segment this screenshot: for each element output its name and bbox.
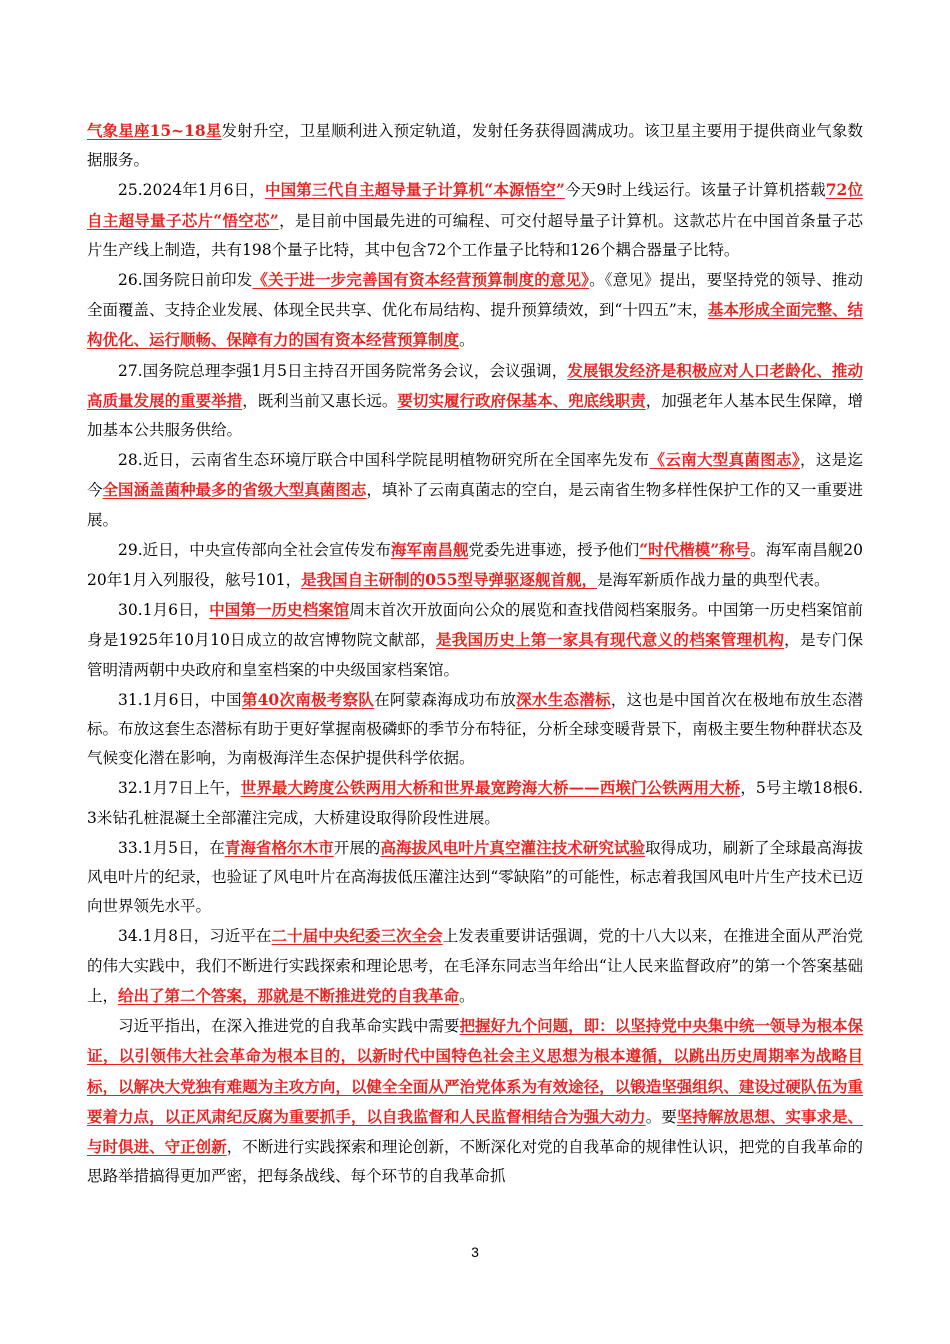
highlighted-keyphrase: 要切实履行政府保基本、兜底线职责 bbox=[397, 390, 646, 410]
body-text: 习近平指出，在深入推进党的自我革命实践中需要 bbox=[118, 1017, 460, 1036]
news-item-paragraph bbox=[87, 445, 863, 535]
body-text: 。要 bbox=[645, 1107, 677, 1126]
highlighted-keyphrase: 坚持解放思想、实事求是、与时俱进、守正创新 bbox=[87, 1106, 863, 1156]
body-text: 28.近日，云南省生态环境厅联合中国科学院昆明植物研究所在全国率先发布 bbox=[118, 451, 650, 470]
body-text: 发射升空，卫星顺利进入预定轨道，发射任务获得圆满成功。该卫星主要用于提供商业气象数据服务。 bbox=[87, 122, 863, 170]
news-item-paragraph bbox=[87, 921, 863, 1011]
body-text: ，填补了云南真菌志的空白，是云南省生物多样性保护工作的又一重要进展。 bbox=[87, 481, 863, 529]
body-text: 。海军南昌舰2020年1月入列服役，舷号101， bbox=[87, 540, 863, 590]
highlighted-keyphrase: 青海省格尔木市 bbox=[224, 837, 334, 857]
body-text: 。《意见》提出，要坚持党的领导、推动全面覆盖、支持企业发展、体现全民共享、优化布局结构、提升预算绩效，到“十四五”末， bbox=[87, 271, 863, 320]
highlighted-keyphrase: 海军南昌舰 bbox=[390, 539, 469, 559]
body-text: ，既利当前又惠长远。 bbox=[242, 391, 398, 410]
highlighted-keyphrase: 《关于进一步完善国有资本经营预算制度的意见》 bbox=[252, 270, 590, 290]
highlighted-keyphrase: 是我国历史上第一家具有现代意义的档案管理机构 bbox=[435, 630, 785, 650]
body-text: 是海军新质作战力量的典型代表。 bbox=[597, 571, 830, 590]
news-item-paragraph bbox=[87, 116, 863, 175]
highlighted-keyphrase: 是我国自主研制的055型导弹驱逐舰首舰， bbox=[301, 570, 598, 590]
news-item-paragraph bbox=[87, 833, 863, 922]
highlighted-keyphrase: 72位自主超导量子芯片“悟空芯” bbox=[87, 180, 863, 230]
body-text: 31.1月6日，中国 bbox=[118, 690, 242, 709]
news-item-paragraph bbox=[87, 535, 863, 595]
highlighted-keyphrase: 给出了第二个答案，那就是不断推进党的自我革命 bbox=[118, 985, 460, 1005]
highlighted-keyphrase: 气象星座15~18星 bbox=[87, 121, 222, 140]
body-text: 32.1月7日上午， bbox=[118, 779, 241, 798]
body-text: ，加强老年人基本民生保障，增加基本公共服务供给。 bbox=[87, 391, 863, 440]
body-text: 。 bbox=[459, 331, 475, 350]
body-text: 25.2024年1月6日， bbox=[118, 181, 265, 200]
body-text: 27.国务院总理李强1月5日主持召开国务院常务会议，会议强调， bbox=[118, 361, 568, 380]
body-text: 取得成功，刷新了全球最高海拔风电叶片的纪录，也验证了风电叶片在高海拔低压灌注达到“零缺陷”的可能性，标志着我国风电叶片生产技术已迈向世界领先水平。 bbox=[87, 838, 863, 916]
body-text: 开展的 bbox=[333, 838, 381, 857]
highlighted-keyphrase: 全国涵盖菌种最多的省级大型真菌图志 bbox=[102, 480, 367, 500]
news-item-paragraph bbox=[87, 685, 863, 774]
body-text: 上发表重要讲话强调，党的十八大以来，在推进全面从严治党的伟大实践中，我们不断进行实践探索和理论思考，在毛泽东同志当年给出“让人民来监督政府”的第一个答案基础上， bbox=[87, 927, 863, 1005]
highlighted-keyphrase: 《云南大型真菌图志》 bbox=[649, 450, 800, 470]
highlighted-keyphrase: 高海拔风电叶片真空灌注技术研究试验 bbox=[380, 837, 646, 857]
page-number: 3 bbox=[471, 1244, 479, 1260]
highlighted-keyphrase: 中国第三代自主超导量子计算机“本源悟空” bbox=[264, 180, 565, 200]
body-text: 26.国务院日前印发 bbox=[118, 271, 253, 290]
news-item-paragraph bbox=[87, 265, 863, 356]
body-text: 34.1月8日，习近平在 bbox=[118, 927, 272, 946]
news-item-paragraph bbox=[87, 356, 863, 446]
body-text: ，是目前中国最先进的可编程、可交付超导量子计算机。这款芯片在中国首条量子芯片生产线上制造，共有198个量子比特，其中包含72个工作量子比特和126个耦合器量子比特。 bbox=[87, 211, 863, 259]
body-text: 30.1月6日， bbox=[118, 601, 210, 620]
highlighted-keyphrase: 中国第一历史档案馆 bbox=[209, 600, 350, 620]
body-text: 。 bbox=[459, 986, 475, 1005]
highlighted-keyphrase: 发展银发经济是积极应对人口老龄化、推动高质量发展的重要举措 bbox=[87, 360, 863, 410]
body-text: 33.1月5日，在 bbox=[118, 838, 225, 857]
highlighted-keyphrase: 基本形成全面完整、结构优化、运行顺畅、保障有力的国有资本经营预算制度 bbox=[87, 300, 863, 350]
document-body bbox=[87, 116, 863, 1191]
body-text: ，是专门保管明清两朝中央政府和皇室档案的中央级国家档案馆。 bbox=[87, 631, 863, 679]
body-text: ，这是迄今 bbox=[87, 451, 863, 500]
body-text: 29.近日，中央宣传部向全社会宣传发布 bbox=[118, 540, 391, 559]
highlighted-keyphrase: 二十届中央纪委三次全会 bbox=[271, 926, 443, 946]
body-text: ，不断进行实践探索和理论创新，不断深化对党的自我革命的规律性认识，把党的自我革命的思路举措搞得更加严密，把每条战线、每个环节的自我革命抓 bbox=[87, 1137, 863, 1186]
highlighted-keyphrase: 世界最大跨度公铁两用大桥和世界最宽跨海大桥——西堠门公铁两用大桥 bbox=[240, 778, 741, 798]
highlighted-keyphrase: “时代楷模”称号 bbox=[639, 539, 751, 559]
body-text: ，这也是中国首次在极地布放生态潜标。布放这套生态潜标有助于更好掌握南极磷虾的季节分布特征，分析全球变暖背景下，南极主要生物种群状态及气候变化潜在影响，为南极海洋生态保护提供科学依据。 bbox=[87, 690, 863, 768]
news-item-paragraph bbox=[87, 175, 863, 265]
body-text: 在阿蒙森海成功布放 bbox=[374, 690, 517, 709]
body-text: 周末首次开放面向公众的展览和查找借阅档案服务。中国第一历史档案馆前身是1925年10月10日成立的故宫博物院文献部， bbox=[87, 601, 863, 650]
body-text: ，5号主墩18根6.3米钻孔桩混凝土全部灌注完成，大桥建设取得阶段性进展。 bbox=[87, 779, 864, 827]
news-item-paragraph bbox=[87, 773, 863, 832]
body-text: 今天9时上线运行。该量子计算机搭载 bbox=[564, 181, 826, 200]
news-item-paragraph bbox=[87, 1011, 863, 1191]
highlighted-keyphrase: 深水生态潜标 bbox=[516, 689, 611, 709]
highlighted-keyphrase: 第40次南极考察队 bbox=[241, 689, 375, 709]
highlighted-keyphrase: 把握好九个问题，即：以坚持党中央集中统一领导为根本保证，以引领伟大社会革命为根本目的，以新时代中国特色社会主义思想为根本遵循，以跳出历史周期率为战略目标，以解决大党独有难题为主攻方向，以健全全面从严治党体系为有效途径，以锻造坚强组织、建设过硬队伍为重要着力点，以正风肃纪反腐为重要抓手，以自我监督和人民监督相结合为强大动力 bbox=[87, 1016, 863, 1126]
news-item-paragraph bbox=[87, 595, 863, 685]
body-text: 党委先进事迹，授予他们 bbox=[468, 540, 640, 559]
